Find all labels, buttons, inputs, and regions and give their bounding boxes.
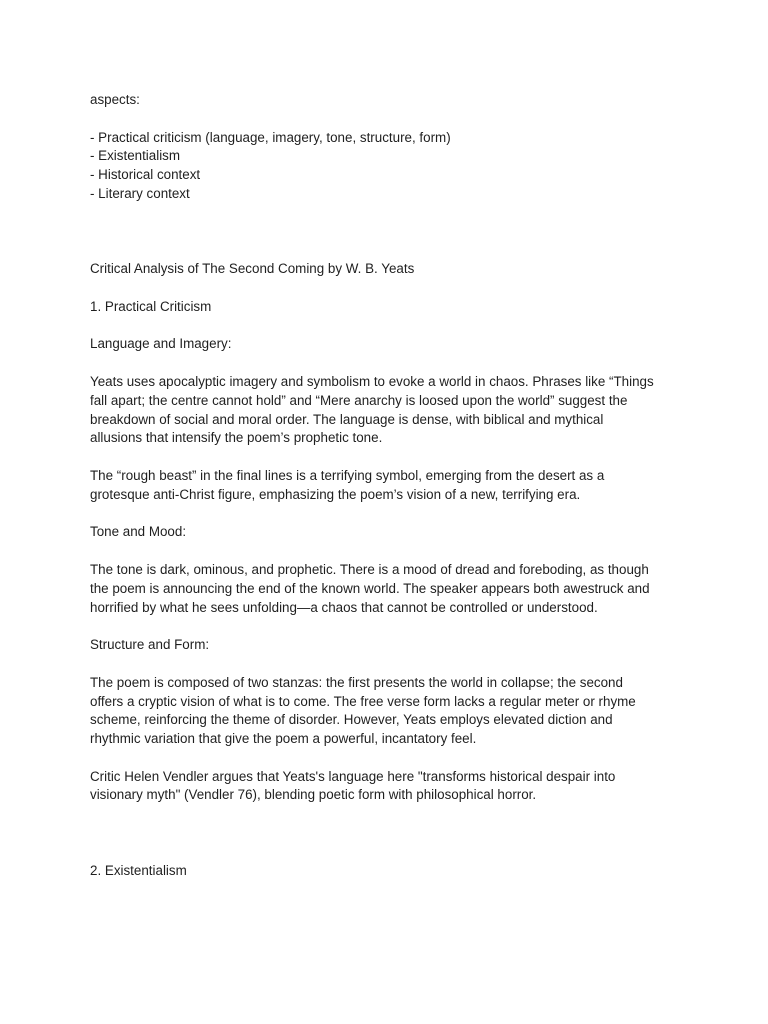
- spacer: [90, 505, 690, 524]
- paragraph-structure: The poem is composed of two stanzas: the first presents the world in collapse; the second offers a cryptic vision of what is to come. The free verse form lacks a regular meter or rhyme scheme, reinforcing the theme of disorder. However, Yeats employs elevated diction and rhythmic variation that give the poem a powerful, incantatory feel.: [90, 674, 636, 747]
- aspect-item: - Practical criticism (language, imagery, tone, structure, form): [90, 129, 451, 145]
- spacer: [90, 542, 690, 561]
- spacer: [90, 110, 690, 129]
- spacer: [90, 805, 690, 861]
- aspect-item: - Existentialism: [90, 148, 181, 164]
- aspect-item: - Historical context: [90, 167, 201, 183]
- paragraph-tone: The tone is dark, ominous, and prophetic. There is a mood of dread and foreboding, as though the poem is announcing the end of the known world. The speaker appears both awestruck and horrified by what he sees unfolding—a chaos that cannot be controlled or understood.: [90, 561, 650, 615]
- subheading-language-imagery: Language and Imagery:: [90, 336, 232, 352]
- spacer: [90, 448, 690, 467]
- spacer: [90, 617, 690, 636]
- spacer: [90, 749, 690, 768]
- document-body: [90, 91, 690, 880]
- spacer: [90, 279, 690, 298]
- spacer: [90, 655, 690, 674]
- section-heading-existentialism: 2. Existentialism: [90, 862, 187, 878]
- paragraph-critic: Critic Helen Vendler argues that Yeats's language here "transforms historical despair into visionary myth" (Vendler 76), blending poetic form with philosophical horror.: [90, 768, 616, 803]
- spacer: [90, 204, 690, 260]
- intro-text: aspects:: [90, 92, 140, 107]
- aspects-list: [90, 129, 690, 204]
- subheading-structure-form: Structure and Form:: [90, 637, 210, 653]
- section-heading-practical-criticism: 1. Practical Criticism: [90, 298, 212, 314]
- document-title: Critical Analysis of The Second Coming by W. B. Yeats: [90, 261, 415, 277]
- spacer: [90, 354, 690, 373]
- paragraph-language-1: Yeats uses apocalyptic imagery and symbolism to evoke a world in chaos. Phrases like “Things fall apart; the centre cannot hold” and “Mere anarchy is loosed upon the world” suggest the breakdown of social and moral order. The language is dense, with biblical and mythical allusions that intensify the poem’s prophetic tone.: [90, 373, 654, 446]
- aspect-item: - Literary context: [90, 185, 190, 201]
- subheading-tone-mood: Tone and Mood:: [90, 524, 187, 540]
- spacer: [90, 317, 690, 336]
- paragraph-language-2: The “rough beast” in the final lines is a terrifying symbol, emerging from the desert as a grotesque anti-Christ figure, emphasizing the poem’s vision of a new, terrifying era.: [90, 467, 605, 502]
